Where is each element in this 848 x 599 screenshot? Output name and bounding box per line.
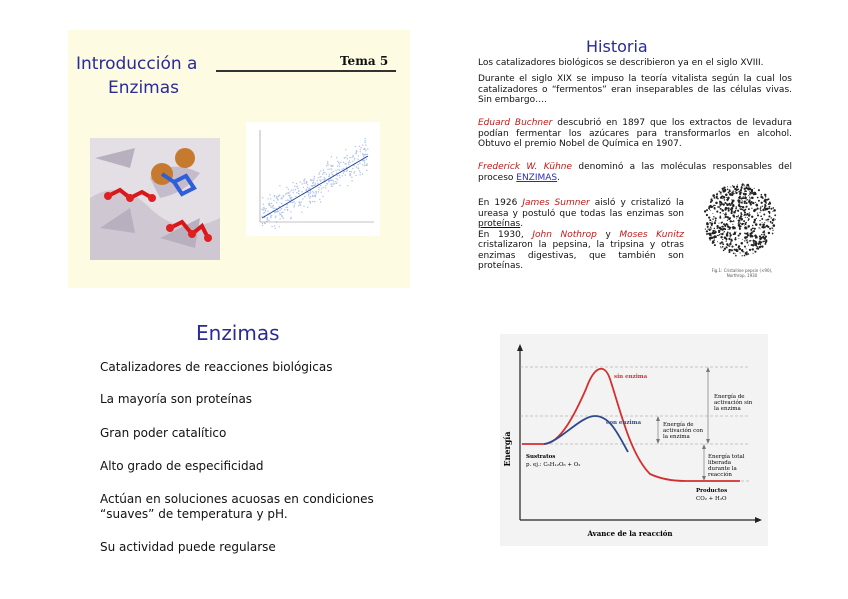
list-item: Gran poder catalítico — [100, 426, 227, 440]
list-item: Su actividad puede regularse — [100, 540, 276, 554]
list-item: “suaves” de temperatura y pH. — [100, 507, 288, 521]
historia-paragraph-2: Durante el siglo XIX se impuso la teoría vitalista según la cual los catalizadores o “fermentos” eran inseparables de las células vivas. Sin embargo…. — [478, 74, 792, 105]
title-underline — [216, 70, 396, 72]
slide-title: Introducción a — [76, 54, 198, 74]
con-label-line: activación con — [663, 428, 704, 434]
nothrop-a: En 1930, — [478, 229, 533, 240]
pepsin-crystal-image — [702, 180, 778, 260]
nothrop-name: John Nothrop — [532, 229, 597, 240]
label-con-enzima: con enzima — [606, 420, 642, 426]
sin-label-line: activación sin — [714, 400, 753, 406]
slide-intro — [68, 30, 410, 288]
list-item: Actúan en soluciones acuosas en condiciones — [100, 492, 374, 506]
sin-label-line: Energía de — [714, 394, 745, 400]
sin-label-line: la enzima — [714, 406, 741, 412]
proteinas-underline: proteínas — [478, 219, 521, 229]
slide-title-line2: Enzimas — [108, 78, 179, 98]
sumner-a: En 1926 — [478, 198, 523, 208]
historia-paragraph-buchner — [478, 118, 792, 150]
pepsin-caption: Fig.1: Cristalline pepsin (×90), Northrop, 1930 — [711, 268, 773, 278]
historia-paragraph-1: Los catalizadores biológicos se describieron ya en el siglo XVIII. — [478, 58, 764, 68]
enzimas-title: Enzimas — [196, 321, 280, 345]
sumner-name: James Sumner — [522, 198, 590, 208]
list-item: La mayoría son proteínas — [100, 392, 253, 406]
label-sin-enzima: sin enzima — [614, 374, 648, 380]
tema-label: Tema 5 — [340, 54, 389, 68]
energy-xlabel: Avance de la reacción — [587, 529, 673, 538]
scatter-plot-image — [246, 122, 380, 236]
list-item: Alto grado de especificidad — [100, 459, 264, 473]
kuhne-name: Frederick W. Kühne — [478, 162, 573, 172]
con-label-line: la enzima — [663, 434, 690, 440]
energy-diagram — [500, 334, 768, 546]
kunitz-name: Moses Kunitz — [619, 229, 684, 240]
total-label-line: liberada — [708, 460, 732, 466]
enzyme-molecule-image — [90, 138, 220, 260]
kuhne-text: denominó a las moléculas responsables del proceso — [478, 162, 792, 183]
energy-ylabel: Energía — [502, 431, 512, 467]
sumner-c: . — [520, 219, 524, 229]
total-label-line: Energía total — [708, 454, 745, 460]
historia-title: Historia — [586, 37, 648, 56]
historia-paragraph-sumner — [478, 198, 684, 272]
sumner-b: aisló y cristalizó la ureasa y postuló que todas las enzimas son — [478, 198, 684, 219]
total-label-line: reacción — [708, 472, 732, 478]
con-label-line: Energía de — [663, 422, 694, 428]
buchner-text: descubrió en 1897 que los extractos de levadura podían fermentar los azúcares para transformarlos en alcohol. Obtuvo el premio Nobel de Química en 1907. — [478, 118, 792, 149]
nothrop-c: cristalizaron la pepsina, la tripsina y otras enzimas digestivas, que también son proteínas. — [478, 240, 684, 271]
productos-label: Productos — [696, 488, 728, 494]
productos-eq: CO₂ + H₂O — [696, 496, 727, 502]
sustratos-eq: p. ej.: C₆H₁₂O₆ + O₂ — [526, 462, 581, 468]
nothrop-b: y — [596, 229, 620, 240]
kuhne-end: . — [557, 172, 561, 183]
buchner-name: Eduard Buchner — [478, 118, 553, 128]
list-item: Catalizadores de reacciones biológicas — [100, 360, 333, 374]
sustratos-label: Sustratos — [526, 454, 556, 460]
total-label-line: durante la — [708, 466, 737, 472]
enzimas-link[interactable]: ENZIMAS — [516, 172, 558, 183]
